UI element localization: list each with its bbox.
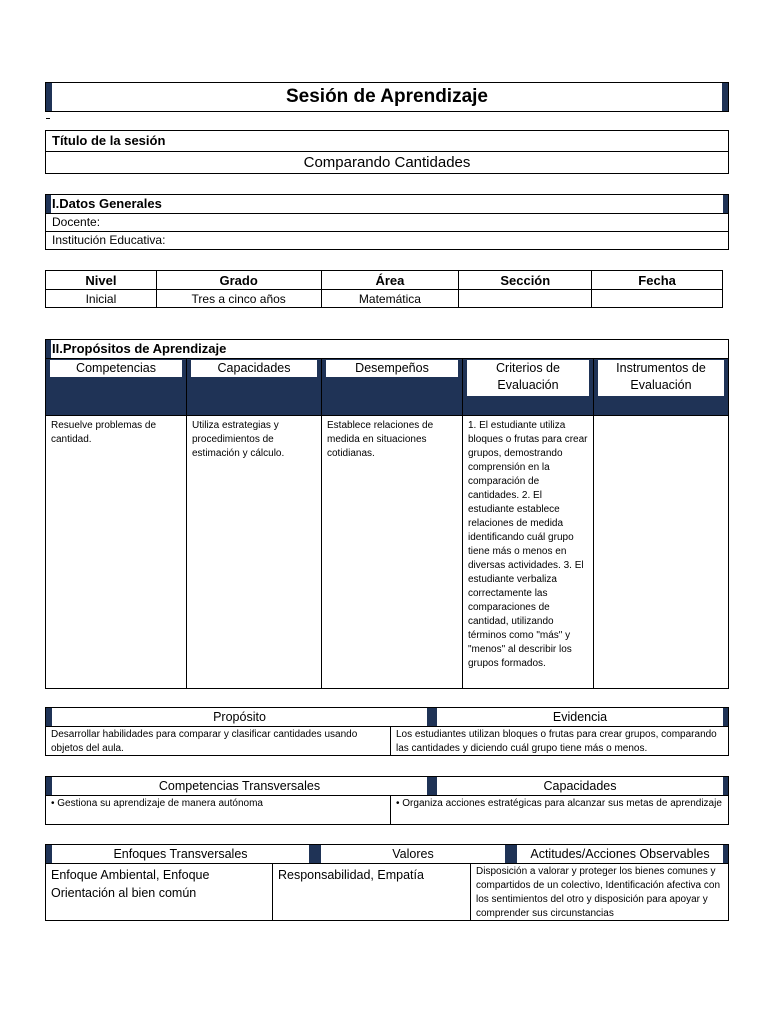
- propositos-title: II.Propósitos de Aprendizaje: [52, 341, 227, 356]
- session-title-label: Título de la sesión: [46, 131, 728, 152]
- actitudes-body: Disposición a valorar y proteger los bienes comunes y compartidos de un colectivo, Identificación afectiva con los sentimientos del otro y disposición para apoyar y comprender sus circunstancias: [476, 866, 721, 919]
- capacidades-header: Capacidades: [191, 360, 317, 377]
- propositos-heading: [46, 340, 728, 359]
- datos-generales-title: I.Datos Generales: [52, 196, 162, 211]
- instrumentos-column: [594, 359, 728, 688]
- enfoques-body: Enfoque Ambiental, Enfoque Orientación al bien común: [51, 868, 210, 900]
- datos-generales-section: [45, 194, 729, 250]
- nivel-cell: Inicial: [46, 290, 157, 308]
- proposito-body: Desarrollar habilidades para comparar y clasificar cantidades usando objetos del aula.: [51, 729, 358, 754]
- evidencia-body: Los estudiantes utilizan bloques o frutas para crear grupos, comparando las cantidades y diciendo cuál grupo tiene más o menos.: [396, 729, 717, 754]
- column-header: [322, 359, 462, 416]
- desempenos-body: Establece relaciones de medida en situaciones cotidianas.: [327, 420, 434, 459]
- institucion-field: Institución Educativa:: [52, 233, 166, 247]
- column-header: [46, 359, 186, 416]
- criterios-header: Criterios de Evaluación: [467, 360, 589, 396]
- enfoques-header: Enfoques Transversales: [52, 845, 309, 863]
- criterios-body: 1. El estudiante utiliza bloques o frutas para crear grupos, demostrando comprensión en la comparación de cantidades. 2. El estudiante establece relaciones de medida identificando cuál grupo tiene más o menos en diversas actividades. 3. El estudiante verbaliza correctamente las comparaciones de cantidad, utilizando términos como "más" y "menos" al describir los grupos formados.: [468, 420, 588, 669]
- instrumentos-header: Instrumentos de Evaluación: [598, 360, 724, 396]
- title-accent-left: [46, 83, 52, 111]
- title-accent-right: [722, 83, 728, 111]
- area-header: Área: [321, 271, 459, 290]
- nivel-grado-table: [45, 270, 723, 308]
- valores-body: Responsabilidad, Empatía: [278, 868, 424, 882]
- session-title-box: [45, 130, 729, 174]
- desempenos-header: Desempeños: [326, 360, 458, 377]
- table-row: [46, 290, 723, 308]
- heading-accent-left: [46, 340, 51, 358]
- divider-mark: [46, 118, 50, 119]
- proposito-evidencia-section: [45, 707, 729, 756]
- capacidades-column: [187, 359, 322, 688]
- competencias-transversales-section: [45, 776, 729, 825]
- seccion-cell: [459, 290, 592, 308]
- table-header-row: [46, 271, 723, 290]
- competencias-body: Resuelve problemas de cantidad.: [51, 420, 157, 445]
- section-header-row: [46, 777, 728, 796]
- desempenos-column: [322, 359, 463, 688]
- instrumentos-body: [594, 416, 728, 422]
- section-header-row: [46, 708, 728, 727]
- session-title-value: Comparando Cantidades: [303, 154, 471, 171]
- evidencia-header: Evidencia: [437, 708, 723, 726]
- column-header: [594, 359, 728, 416]
- proposito-header: Propósito: [52, 708, 427, 726]
- area-cell: Matemática: [321, 290, 459, 308]
- grado-header: Grado: [156, 271, 321, 290]
- criterios-column: [463, 359, 594, 688]
- enfoques-transversales-section: [45, 844, 729, 921]
- column-header: [187, 359, 321, 416]
- page-title: Sesión de Aprendizaje: [285, 86, 488, 107]
- docente-field: Docente:: [46, 214, 728, 232]
- actitudes-header: Actitudes/Acciones Observables: [517, 845, 723, 863]
- fecha-cell: [592, 290, 723, 308]
- competencias-transversales-body: • Gestiona su aprendizaje de manera autónoma: [51, 798, 263, 809]
- section-header-row: [46, 845, 728, 864]
- capacidades-body: Utiliza estrategias y procedimientos de estimación y cálculo.: [192, 420, 285, 459]
- fecha-header: Fecha: [592, 271, 723, 290]
- heading-accent-left: [46, 195, 51, 213]
- competencias-header: Competencias: [50, 360, 182, 377]
- heading-accent-right: [723, 195, 728, 213]
- grado-cell: Tres a cinco años: [156, 290, 321, 308]
- competencias-column: [46, 359, 187, 688]
- capacidades-body: • Organiza acciones estratégicas para alcanzar sus metas de aprendizaje: [396, 798, 722, 809]
- seccion-header: Sección: [459, 271, 592, 290]
- column-header: [463, 359, 593, 416]
- valores-header: Valores: [321, 845, 505, 863]
- document-title-box: [45, 82, 729, 112]
- capacidades-header: Capacidades: [437, 777, 723, 795]
- competencias-transversales-header: Competencias Transversales: [52, 777, 427, 795]
- nivel-header: Nivel: [46, 271, 157, 290]
- datos-generales-heading: [46, 195, 728, 214]
- propositos-section: [45, 339, 729, 689]
